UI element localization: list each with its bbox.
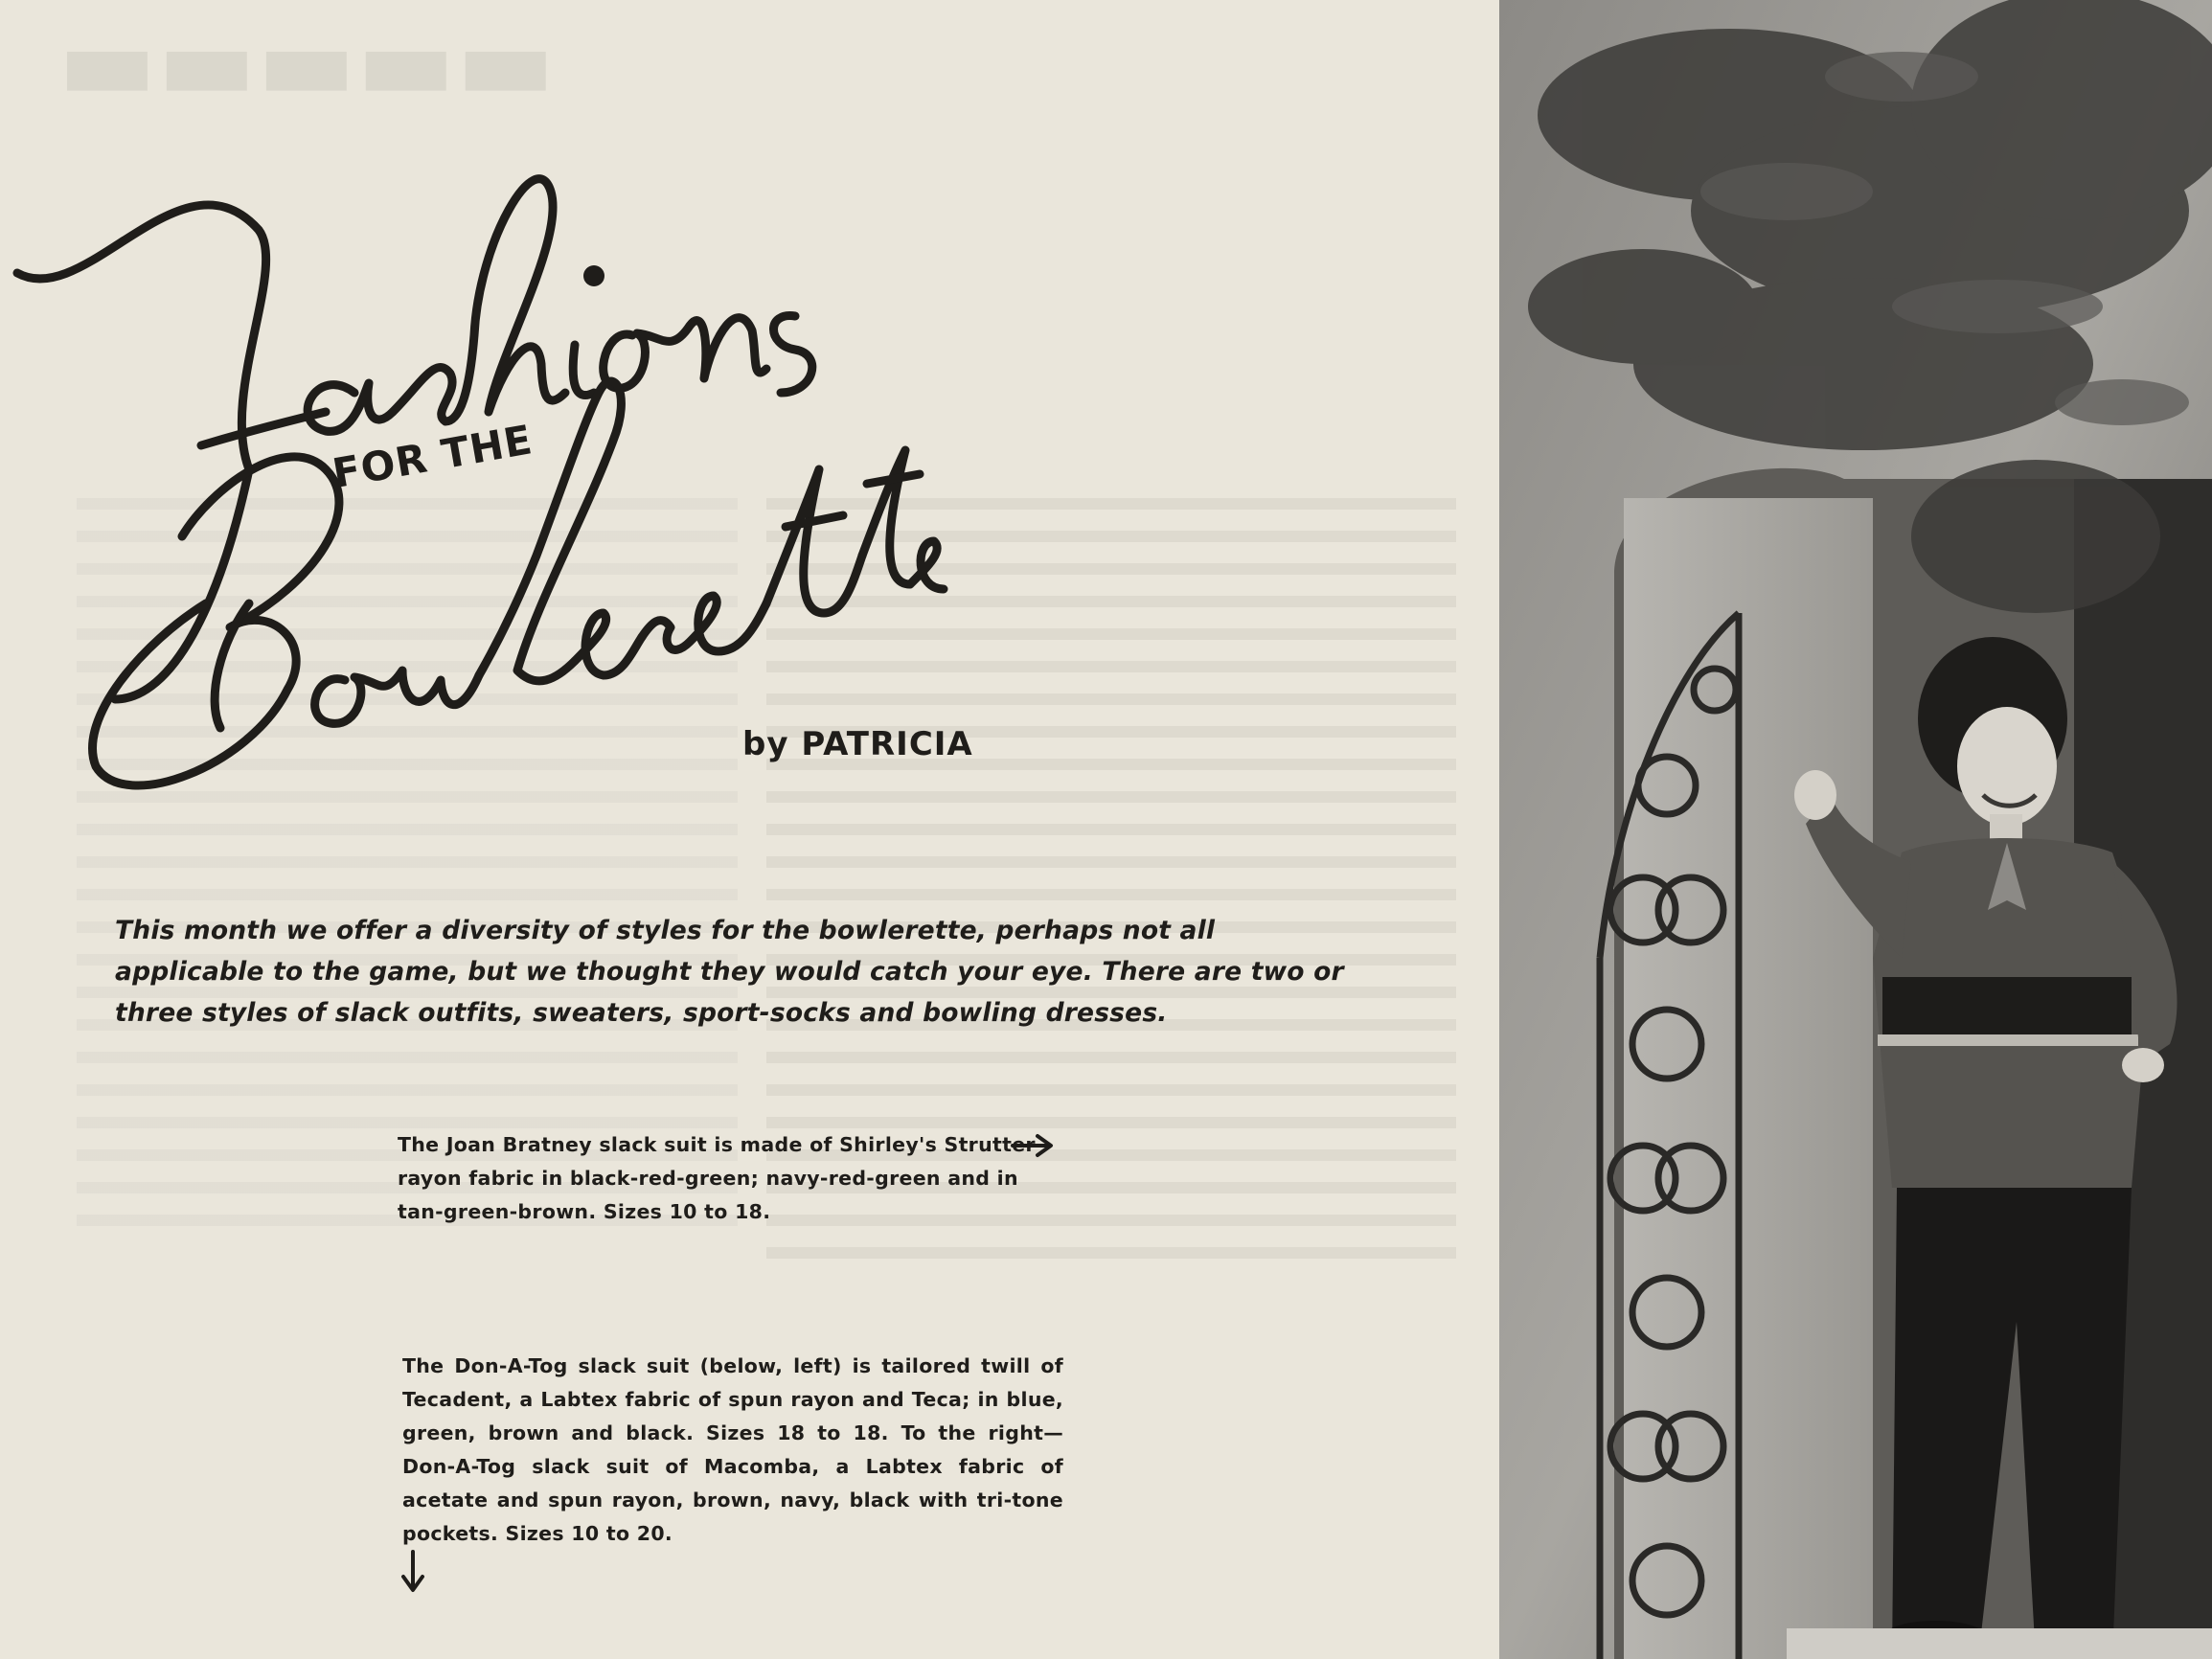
model-in-slack-suit-image [1499,0,2212,1659]
caption-joan-bratney: The Joan Bratney slack suit is made of Shirley's Strutter rayon fabric in black-red-green; navy-red-green and in tan-green-brown. Sizes 10 to 18. [398,1133,1036,1223]
byline: by PATRICIA [742,725,973,763]
fashion-photograph [1499,0,2212,1659]
title-connector: FOR THE [329,416,536,497]
arrow-right-icon [1011,1133,1055,1158]
show-through-heading: ▬▬▬▬▬ [57,0,556,124]
caption-don-a-tog: The Don-A-Tog slack suit (below, left) is tailored twill of Tecadent, a Labtex fabric of spun rayon and Teca; in blue, green, brown and black. Sizes 18 to 18. To the right—Don-A-Tog slack suit of Macomba, a Labtex fabric of acetate and spun rayon, brown, navy, black with tri-tone pockets. Sizes 10 to 20. [402,1354,1063,1545]
arrow-down-icon [400,1550,425,1594]
intro-paragraph: This month we offer a diversity of styles for the bowlerette, perhaps not all applicable to the game, but we thought they would catch your eye. There are two or three styles of slack outfits, sweaters, sport-socks and bowling dresses. [115,916,1344,1028]
